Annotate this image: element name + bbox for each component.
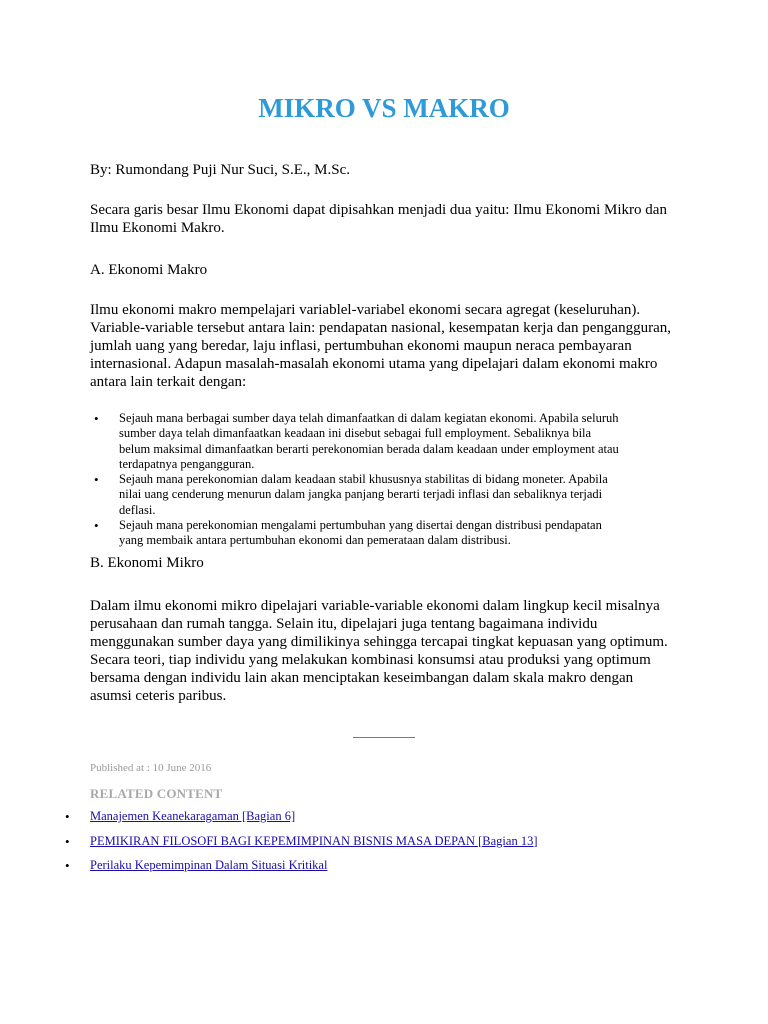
macro-issues-list xyxy=(90,411,650,549)
bullet-line: yang membaik antara pertumbuhan ekonomi dan pemerataan dalam distribusi. xyxy=(119,533,511,548)
related-link-item xyxy=(62,834,682,849)
paragraph-line: internasional. Adapun masalah-masalah ekonomi utama yang dipelajari dalam ekonomi makro xyxy=(90,356,658,372)
related-link[interactable]: Manajemen Keanekaragaman [Bagian 6] xyxy=(90,809,296,823)
intro-paragraph xyxy=(90,201,690,237)
paragraph-line: Secara teori, tiap individu yang melakukan kombinasi konsumsi atau produksi yang optimum xyxy=(90,652,651,668)
list-item xyxy=(90,411,650,472)
related-link-item xyxy=(62,809,682,824)
related-link[interactable]: Perilaku Kepemimpinan Dalam Situasi Kritikal xyxy=(90,858,328,872)
paragraph-line: Ilmu ekonomi makro mempelajari variablel-variabel ekonomi secara agregat (keseluruhan). xyxy=(90,302,641,318)
paragraph-line: antara lain terkait dengan: xyxy=(90,374,247,390)
section-a-paragraph xyxy=(90,301,690,391)
published-date: Published at : 10 June 2016 xyxy=(90,762,212,774)
intro-line: Secara garis besar Ilmu Ekonomi dapat dipisahkan menjadi dua yaitu: Ilmu Ekonomi Mikro dan xyxy=(90,202,667,218)
bullet-dot-icon: • xyxy=(65,833,70,849)
section-a-heading: A. Ekonomi Makro xyxy=(90,262,208,278)
intro-line: Ilmu Ekonomi Makro. xyxy=(90,220,225,236)
related-links-list xyxy=(62,809,682,883)
bullet-line: Sejauh mana perekonomian dalam keadaan stabil khususnya stabilitas di bidang moneter. Apabila xyxy=(119,472,608,487)
bullet-line: terdapatnya pengangguran. xyxy=(119,456,255,471)
paragraph-line: bersama dengan individu lain akan menciptakan keseimbangan dalam skala makro dengan xyxy=(90,670,634,686)
paragraph-line: perusahaan dan rumah tangga. Selain itu, dipelajari juga tentang bagaimana individu xyxy=(90,616,598,632)
bullet-line: Sejauh mana perekonomian mengalami pertumbuhan yang disertai dengan distribusi pendapatan xyxy=(119,518,602,533)
bullet-line: sumber daya telah dimanfaatkan keadaan ini disebut sebagai full employment. Sebaliknya bila xyxy=(119,426,592,441)
bullet-dot-icon: • xyxy=(65,809,70,824)
author-line: By: Rumondang Puji Nur Suci, S.E., M.Sc. xyxy=(90,162,351,178)
bullet-line: deflasi. xyxy=(119,502,156,517)
related-link[interactable]: PEMIKIRAN FILOSOFI BAGI KEPEMIMPINAN BISNIS MASA DEPAN [Bagian 13] xyxy=(90,833,538,848)
section-divider xyxy=(353,737,415,738)
related-content-heading: RELATED CONTENT xyxy=(90,786,223,801)
bullet-line: nilai uang cenderung menurun dalam jangka panjang berarti terjadi inflasi dan sebaliknya terjadi xyxy=(119,487,603,502)
list-item xyxy=(90,472,650,518)
bullet-line: Sejauh mana berbagai sumber daya telah dimanfaatkan di dalam kegiatan ekonomi. Apabila seluruh xyxy=(119,411,619,425)
bullet-dot-icon: • xyxy=(65,858,70,873)
section-b-paragraph xyxy=(90,597,690,705)
bullet-line: belum maksimal dimanfaatkan berarti perekonomian berada dalam keadaan under employment atau xyxy=(119,441,619,456)
paragraph-line: menggunakan sumber daya yang dimilikinya sehingga tercapai tingkat kepuasan yang optimum. xyxy=(90,634,668,650)
paragraph-line: jumlah uang yang beredar, laju inflasi, pertumbuhan ekonomi maupun neraca pembayaran xyxy=(90,338,632,354)
paragraph-line: asumsi ceteris paribus. xyxy=(90,688,227,704)
paragraph-line: Dalam ilmu ekonomi mikro dipelajari variable-variable ekonomi dalam lingkup kecil misalnya xyxy=(90,598,660,614)
related-link-item xyxy=(62,858,682,873)
list-item xyxy=(90,518,650,549)
page-title: MIKRO VS MAKRO xyxy=(258,93,510,123)
paragraph-line: Variable-variable tersebut antara lain: pendapatan nasional, kesempatan kerja dan pengangguran, xyxy=(90,320,671,336)
section-b-heading: B. Ekonomi Mikro xyxy=(90,555,204,571)
